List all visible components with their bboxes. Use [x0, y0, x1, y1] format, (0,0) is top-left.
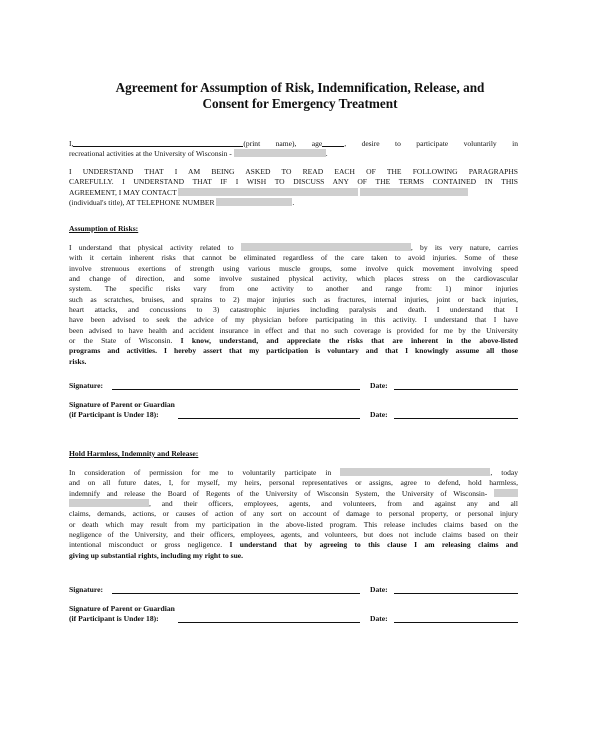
intro-paragraph	[69, 139, 518, 160]
hold-line-7: negligence of the University, and their officers, employees, agents, and volunteers, but does not include claims based on their	[69, 530, 518, 540]
date-line-2[interactable]	[394, 418, 518, 419]
hold-line-1: In consideration of permission for me to voluntarily participate in , today	[69, 468, 518, 477]
campus-field[interactable]	[234, 149, 326, 157]
date-label-2: Date:	[370, 410, 388, 419]
hold-harmless-heading: Hold Harmless, Indemnity and Release:	[69, 449, 199, 458]
contact-title-field[interactable]	[360, 188, 468, 196]
telephone-field[interactable]	[216, 198, 292, 206]
signature-label-2: Signature:	[69, 585, 104, 594]
date-label-4: Date:	[370, 614, 388, 623]
date-line-1[interactable]	[394, 389, 518, 390]
guardian-signature-line-1[interactable]	[178, 418, 360, 419]
risks-line-1: I understand that physical activity related to , by its very nature, carries	[69, 243, 518, 252]
title-line-2: Consent for Emergency Treatment	[202, 96, 398, 111]
hold-line-9: giving up substantial rights, including my right to sue.	[69, 550, 244, 560]
caps-paragraph	[69, 167, 518, 208]
hold-line-3: indemnify and release the Board of Regents of the University of Wisconsin System, the University of Wisconsin-	[69, 489, 518, 499]
program-field[interactable]	[340, 468, 490, 476]
signature-label-1: Signature:	[69, 381, 104, 390]
signature-line-2[interactable]	[112, 593, 360, 594]
hold-harmless-paragraph	[69, 468, 518, 561]
risks-line-10: or the State of Wisconsin. I know, understand, and appreciate the risks that are inherent in the above-listed	[69, 336, 518, 346]
date-label-1: Date:	[370, 381, 388, 390]
hold-line-4: , and their officers, employees, agents, and volunteers, from and against any and all	[69, 499, 518, 509]
risks-line-4: and change of direction, and some involve sustained physical activity, which places stress on the cardiovascular	[69, 274, 518, 284]
date-line-4[interactable]	[394, 622, 518, 623]
hold-line-5: claims, demands, actions, or causes of action of any sort on account of damage to personal property, or personal injury	[69, 509, 518, 519]
caps-line-1: I UNDERSTAND THAT I AM BEING ASKED TO READ EACH OF THE FOLLOWING PARAGRAPHS	[69, 167, 518, 176]
guardian-label-2: Signature of Parent or Guardian (if Participant is Under 18):	[69, 604, 175, 623]
caps-line-2: CAREFULLY. I UNDERSTAND THAT IF I WISH TO DISCUSS ANY OF THE TERMS CONTAINED IN THIS	[69, 177, 518, 187]
title-line-1: Agreement for Assumption of Risk, Indemnification, Release, and	[115, 80, 485, 95]
hold-line-2: and on all future dates, I, for myself, my heirs, personal representatives or assigns, agree to defend, hold harmless,	[69, 478, 518, 488]
risks-line-7: heart attacks, and concussions to 3) catastrophic injuries including paralysis and death. I understand that I	[69, 305, 518, 315]
caps-line-4: (individual's title), AT TELEPHONE NUMBER .	[69, 198, 295, 208]
signature-line-1[interactable]	[112, 389, 360, 390]
caps-line-3: AGREEMENT, I MAY CONTACT	[69, 188, 518, 198]
hold-line-8: intentional misconduct or gross negligence. I understand that by agreeing to this clause I am releasing claims and	[69, 540, 518, 550]
document-title	[60, 80, 540, 112]
risks-line-5: system. The specific risks vary from one activity to another and range from: 1) minor injuries	[69, 284, 518, 294]
age-field[interactable]	[322, 139, 344, 147]
risks-line-3: involve strenuous exertions of strength using various muscle groups, some involve quick movement involving speed	[69, 263, 518, 273]
risks-heading: Assumption of Risks:	[69, 224, 139, 233]
guardian-label-1: Signature of Parent or Guardian (if Participant is Under 18):	[69, 400, 175, 419]
activity-field[interactable]	[241, 243, 411, 251]
intro-line-1: I, (print name), age , desire to participate voluntarily in	[69, 139, 518, 148]
intro-line-2: recreational activities at the University of Wisconsin - .	[69, 149, 328, 159]
guardian-signature-line-2[interactable]	[178, 622, 360, 623]
hold-line-6: or death which may result from my participation in the above-listed program. This release includes claims based on the	[69, 519, 518, 529]
date-line-3[interactable]	[394, 593, 518, 594]
institution-field[interactable]	[494, 489, 518, 497]
risks-line-9: been advised to have health and accident insurance in effect and that no such coverage is provided for me by the University	[69, 325, 518, 335]
print-name-field[interactable]	[73, 139, 243, 147]
institution-field-cont[interactable]	[69, 499, 149, 507]
risks-line-6: such as scratches, bruises, and sprains to 2) major injuries such as fractures, internal injuries, joint or back injuries,	[69, 294, 518, 304]
date-label-3: Date:	[370, 585, 388, 594]
risks-line-8: have been advised to seek the advice of my physician before participating in this activity. I understand that I have	[69, 315, 518, 325]
risks-line-12: risks.	[69, 356, 87, 366]
risks-line-2: with it certain inherent risks that cannot be eliminated regardless of the care taken to avoid injuries. Some of these	[69, 253, 518, 263]
risks-line-11: programs and activities. I hereby assert that my participation is voluntary and that I knowingly assume all those	[69, 346, 518, 356]
contact-name-field[interactable]	[178, 188, 358, 196]
risks-paragraph	[69, 243, 518, 367]
